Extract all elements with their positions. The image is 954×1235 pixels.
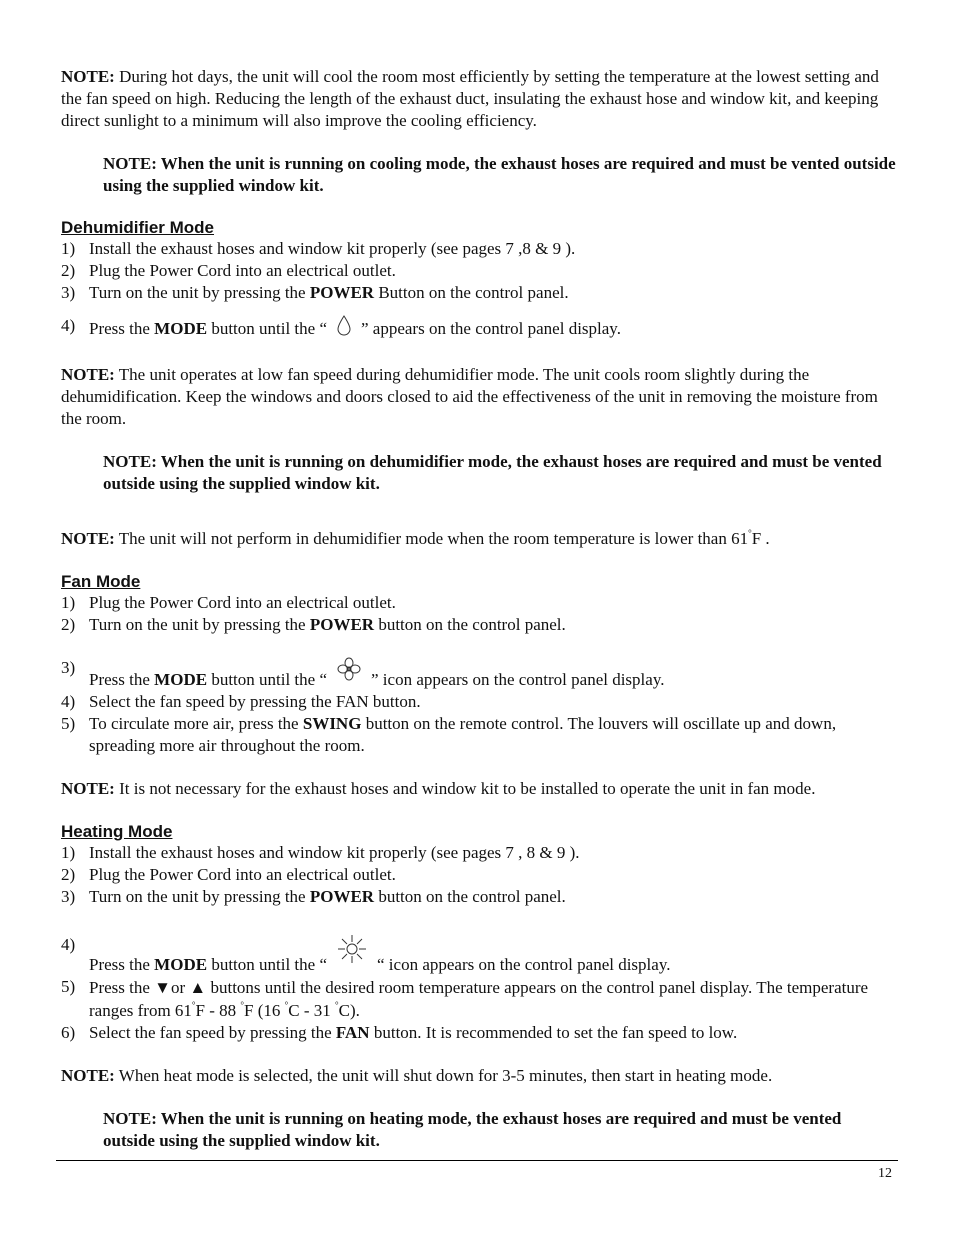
note-cooling-efficiency: NOTE: During hot days, the unit will cool the room most efficiently by setting the temperature at the lowest setting and the fan speed on high. Reducing the length of the exhaust duct, insulating the exhaust hose and window kit, and keeping direct sunlight to a minimum will also improve the cooling efficiency. bbox=[61, 67, 879, 130]
fan-icon bbox=[337, 657, 361, 687]
list-item: 3) Press the MODE button until the “ ” icon appears on the control panel display. bbox=[61, 658, 665, 689]
fan-heading: Fan Mode bbox=[61, 572, 141, 591]
note-heating: NOTE: When heat mode is selected, the unit will shut down for 3-5 minutes, then start in heating mode. bbox=[61, 1066, 773, 1085]
note-cooling-hoses: NOTE: When the unit is running on cooling mode, the exhaust hoses are required and must be vented outside using the supplied window kit. bbox=[103, 154, 896, 195]
note-dehumidifier-hoses: NOTE: When the unit is running on dehumidifier mode, the exhaust hoses are required and must be vented outside using the supplied window kit. bbox=[103, 452, 882, 493]
dehumidifier-steps bbox=[61, 238, 896, 343]
sun-icon bbox=[337, 934, 367, 970]
list-item: 2) Plug the Power Cord into an electrical outlet. bbox=[61, 865, 396, 884]
list-item: 6) Select the fan speed by pressing the FAN button. It is recommended to set the fan speed to low. bbox=[61, 1023, 738, 1042]
list-item: 2) Turn on the unit by pressing the POWER button on the control panel. bbox=[61, 615, 566, 634]
note-fan: NOTE: It is not necessary for the exhaust hoses and window kit to be installed to operate the unit in fan mode. bbox=[61, 779, 816, 798]
list-item: 1) Install the exhaust hoses and window kit properly (see pages 7 , 8 & 9 ). bbox=[61, 843, 580, 862]
note-dehumidifier: NOTE: The unit operates at low fan speed during dehumidifier mode. The unit cools room slightly during the dehumidification. Keep the windows and doors closed to aid the effectiveness of the unit in removing the moisture from the room. bbox=[61, 365, 878, 428]
list-item: 4) Press the MODE button until the “ “ icon appears on the control panel display. bbox=[61, 935, 671, 974]
list-item: 1) Plug the Power Cord into an electrical outlet. bbox=[61, 593, 396, 612]
list-item: 5) To circulate more air, press the SWING button on the remote control. The louvers will oscillate up and down, spreading more air throughout the room. bbox=[61, 714, 837, 755]
list-item: 1) Install the exhaust hoses and window kit properly (see pages 7 ,8 & 9 ). bbox=[61, 239, 576, 258]
list-item: 3) Turn on the unit by pressing the POWER button on the control panel. bbox=[61, 887, 566, 906]
list-item: 2) Plug the Power Cord into an electrical outlet. bbox=[61, 261, 396, 280]
fan-steps bbox=[61, 592, 896, 757]
document-page bbox=[61, 66, 896, 1152]
list-item: 4) Select the fan speed by pressing the FAN button. bbox=[61, 692, 421, 711]
page-number: 12 bbox=[878, 1166, 892, 1181]
heating-heading: Heating Mode bbox=[61, 822, 173, 841]
dehumidifier-heading: Dehumidifier Mode bbox=[61, 218, 215, 237]
footer-divider bbox=[56, 1160, 898, 1161]
list-item: 4) Press the MODE button until the “ ” appears on the control panel display. bbox=[61, 315, 896, 343]
list-item: 5) Press the ▼or ▲ buttons until the desired room temperature appears on the control panel display. The temperature ranges from 61°F - 88 °F (16 °C - 31 °C). bbox=[61, 977, 869, 1020]
heating-steps bbox=[61, 842, 896, 1044]
note-heating-hoses: NOTE: When the unit is running on heating mode, the exhaust hoses are required and must be vented outside using the supplied window kit. bbox=[103, 1109, 842, 1150]
note-dehumidifier-temperature: NOTE: The unit will not perform in dehumidifier mode when the room temperature is lower than 61°F . bbox=[61, 528, 770, 548]
list-item: 3) Turn on the unit by pressing the POWER Button on the control panel. bbox=[61, 283, 569, 302]
water-drop-icon bbox=[337, 315, 351, 343]
